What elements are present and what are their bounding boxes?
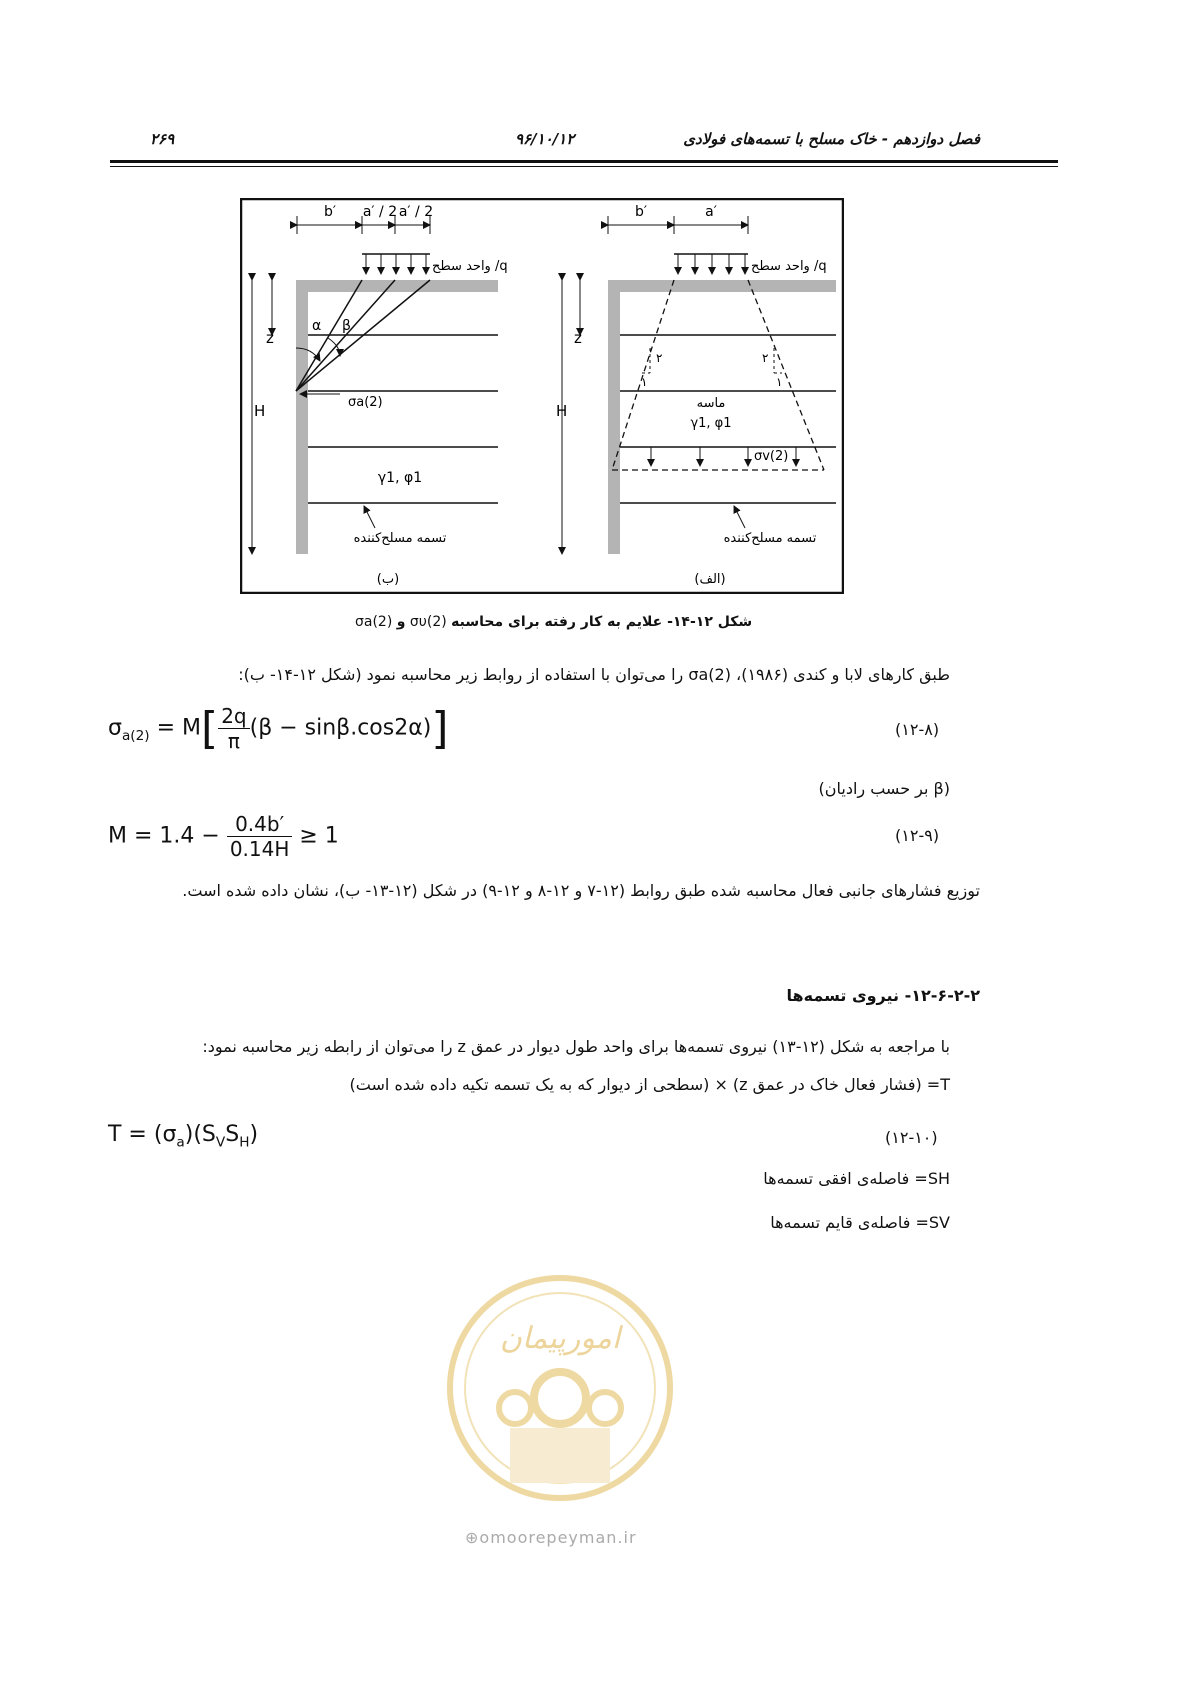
page-number: ۲۶۹ bbox=[150, 130, 175, 148]
header-date: ۹۶/۱۰/۱۲ bbox=[515, 130, 575, 148]
t-definition: T= (فشار فعال خاک در عمق z) × (سطحی از دیوار که به یک تسمه تکیه داده شده است) bbox=[349, 1075, 950, 1094]
equation-12-9: M = 1.4 − $\frac{0.4b'}{0.14H}$ ≥ 1 bbox=[108, 812, 339, 861]
sh-definition: SH= فاصله‌ی افقی تسمه‌ها bbox=[763, 1169, 950, 1188]
dim-a-half-2: a′ / 2 bbox=[398, 204, 434, 220]
sigma-v-label: σv(2) bbox=[754, 449, 789, 464]
beta-radians-note: (β بر حسب رادیان) bbox=[818, 779, 950, 798]
slope-2-right: ۲ bbox=[762, 351, 769, 365]
dim-b-right: b′ bbox=[634, 204, 648, 220]
watermark-url: ⊕omoorepeyman.ir bbox=[465, 1528, 637, 1547]
h-label-left: H bbox=[254, 402, 266, 420]
dim-a-right: a′ bbox=[705, 204, 717, 220]
equation-12-8: $\sigma_{a(2)} = M$[ $\frac{2q}{\pi}$ (β − sinβ.cos2α)] bbox=[108, 703, 449, 754]
panel-b bbox=[252, 204, 508, 587]
chapter-title: فصل دوازدهم - خاک مسلح با تسمه‌های فولادی bbox=[683, 130, 980, 148]
h-label-right: H bbox=[556, 402, 568, 420]
panel-alef-label: (الف) bbox=[694, 572, 726, 587]
slope-1-right: ۱ bbox=[776, 375, 783, 389]
slope-1-left: ۱ bbox=[641, 375, 648, 389]
equation-12-10: $T = (\sigma_a)(S_VS_H)$ bbox=[108, 1122, 259, 1151]
sv-definition: SV= فاصله‌ی قایم تسمه‌ها bbox=[770, 1213, 950, 1232]
alpha-label: α bbox=[312, 318, 322, 334]
caption-symbol-sigma-v: συ(2) bbox=[409, 614, 447, 630]
panel-b-label: (ب) bbox=[376, 572, 400, 587]
figure-caption bbox=[355, 606, 752, 630]
sand-label: ماسه bbox=[696, 396, 726, 411]
paragraph-pressure-distribution: توزیع فشارهای جانبی فعال محاسبه شده طبق روابط (۱۲-۷ و ۱۲-۸ و ۱۲-۹) در شکل (۱۲-۱۳- ب)، نشان داده شده است. bbox=[182, 881, 980, 900]
beta-label: β bbox=[342, 318, 351, 334]
z-label-right: z bbox=[574, 329, 582, 347]
header-rule-thin bbox=[110, 166, 1058, 167]
caption-and: و bbox=[396, 614, 406, 630]
load-label-right: واحد سطح /q bbox=[751, 259, 827, 274]
z-label-left: z bbox=[266, 329, 274, 347]
caption-symbol-sigma-a: σa(2) bbox=[355, 614, 393, 630]
strip-label-right: تسمه مسلح‌کننده bbox=[723, 531, 817, 546]
dim-a-half-1: a′ / 2 bbox=[362, 204, 398, 220]
equation-number-12-8: (۱۲-۸) bbox=[895, 720, 940, 739]
equation-number-12-9: (۱۲-۹) bbox=[895, 826, 940, 845]
soil-props-right: γ1, φ1 bbox=[690, 416, 732, 431]
watermark-logo-text: امورپیمان bbox=[499, 1321, 621, 1356]
equation-number-12-10: (۱۲-۱۰) bbox=[885, 1128, 938, 1147]
figure-12-14 bbox=[240, 198, 844, 594]
soil-props-left: γ1, φ1 bbox=[377, 470, 423, 486]
watermark-logo bbox=[440, 1268, 680, 1508]
panel-alef bbox=[556, 204, 836, 587]
header-rule-thick bbox=[110, 160, 1058, 163]
dim-b-left: b′ bbox=[323, 204, 337, 220]
section-title-strip-force: ۱۲-۶-۲-۲- نیروی تسمه‌ها bbox=[786, 986, 980, 1005]
load-label-left: واحد سطح /q bbox=[432, 259, 508, 274]
sigma-a-label: σa(2) bbox=[348, 395, 383, 410]
slope-2-left: ۲ bbox=[656, 351, 663, 365]
strip-label-left: تسمه مسلح‌کننده bbox=[353, 531, 447, 546]
paragraph-labba-kennedy: طبق کارهای لابا و کندی (۱۹۸۶)، σa(2) را می‌توان با استفاده از روابط زیر محاسبه نمود (شکل ۱۲-۱۴- ب): bbox=[238, 665, 950, 684]
globe-icon: ⊕ bbox=[465, 1528, 480, 1547]
caption-text: شکل ۱۲-۱۴- علایم به کار رفته برای محاسبه bbox=[451, 614, 753, 630]
paragraph-strip-force: با مراجعه به شکل (۱۲-۱۳) نیروی تسمه‌ها برای واحد طول دیوار در عمق z را می‌توان از رابطه زیر محاسبه نمود: bbox=[202, 1037, 950, 1056]
